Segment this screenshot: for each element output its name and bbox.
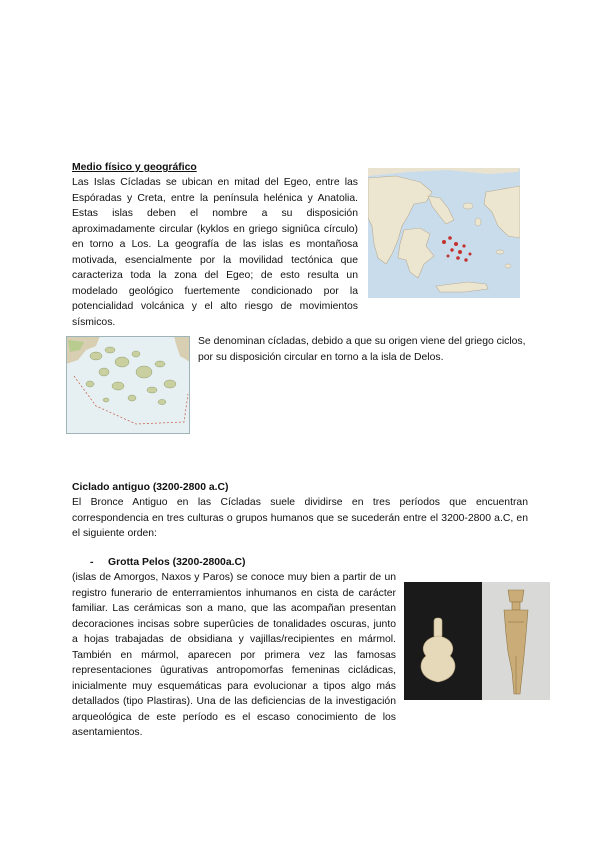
section-heading-medio-fisico: Medio físico y geográfico (72, 162, 197, 173)
map-caption: Se denominan cícladas, debido a que su origen viene del griego ciclos, por su disposición circular en torno a la isla de Delos. (198, 336, 526, 363)
cyclades-map-image (66, 336, 190, 434)
section-heading-ciclado-antiguo: Ciclado antiguo (3200-2800 a.C) (72, 482, 229, 493)
subheading-grotta-pelos: Grotta Pelos (3200-2800a.C) (108, 557, 246, 568)
section-paragraph-ciclado-antiguo: El Bronce Antiguo en las Cícladas suele dividirse en tres períodos que encuentran correspondencia en tres culturas o grupos humanos que se sucederán entre el 3200-2800 a.C, en el siguiente orden: (72, 497, 528, 539)
cycladic-figurines-photo (404, 582, 550, 700)
greece-map-image (368, 168, 520, 298)
paragraph-grotta-pelos: (islas de Amorgos, Naxos y Paros) se conoce muy bien a partir de un registro funerario de enterramientos inhumanos en cista de carácter familiar. Las cerámicas son a mano, que las acompañan presentan decoraciones incisas sobre superûcies de tonalidades oscuras, junto a hojas trabajadas de obsidiana y vajillas/recipientes en mármol. También en mármol, aparecen por primera vez las famosas representaciones ûgurativas antropomorfas femeninas cicládicas, inicialmente muy esquemáticas para evolucionar a tipos algo más detallados (tipo Plastiras). Una de las deficiencias de la investigación arqueológica de este período es el escaso conocimiento de los asentamientos. (72, 572, 396, 738)
bullet-marker: - (90, 557, 94, 568)
section-paragraph-medio-fisico: Las Islas Cícladas se ubican en mitad del Egeo, entre las Espóradas y Creta, entre la península helénica y Anatolia. Estas islas deben el nombre a su disposición aproximadamente circular (kyklos en griego signiûca círculo) en torno a Los. La geografía de las islas es montañosa motivada, esencialmente por la movilidad tectónica que caracteriza toda la zona del Egeo; de esto resulta un modelado geológico fuertemente condicionado por la potencialidad volcánica y el alto riesgo de movimientos sísmicos. (72, 177, 358, 328)
